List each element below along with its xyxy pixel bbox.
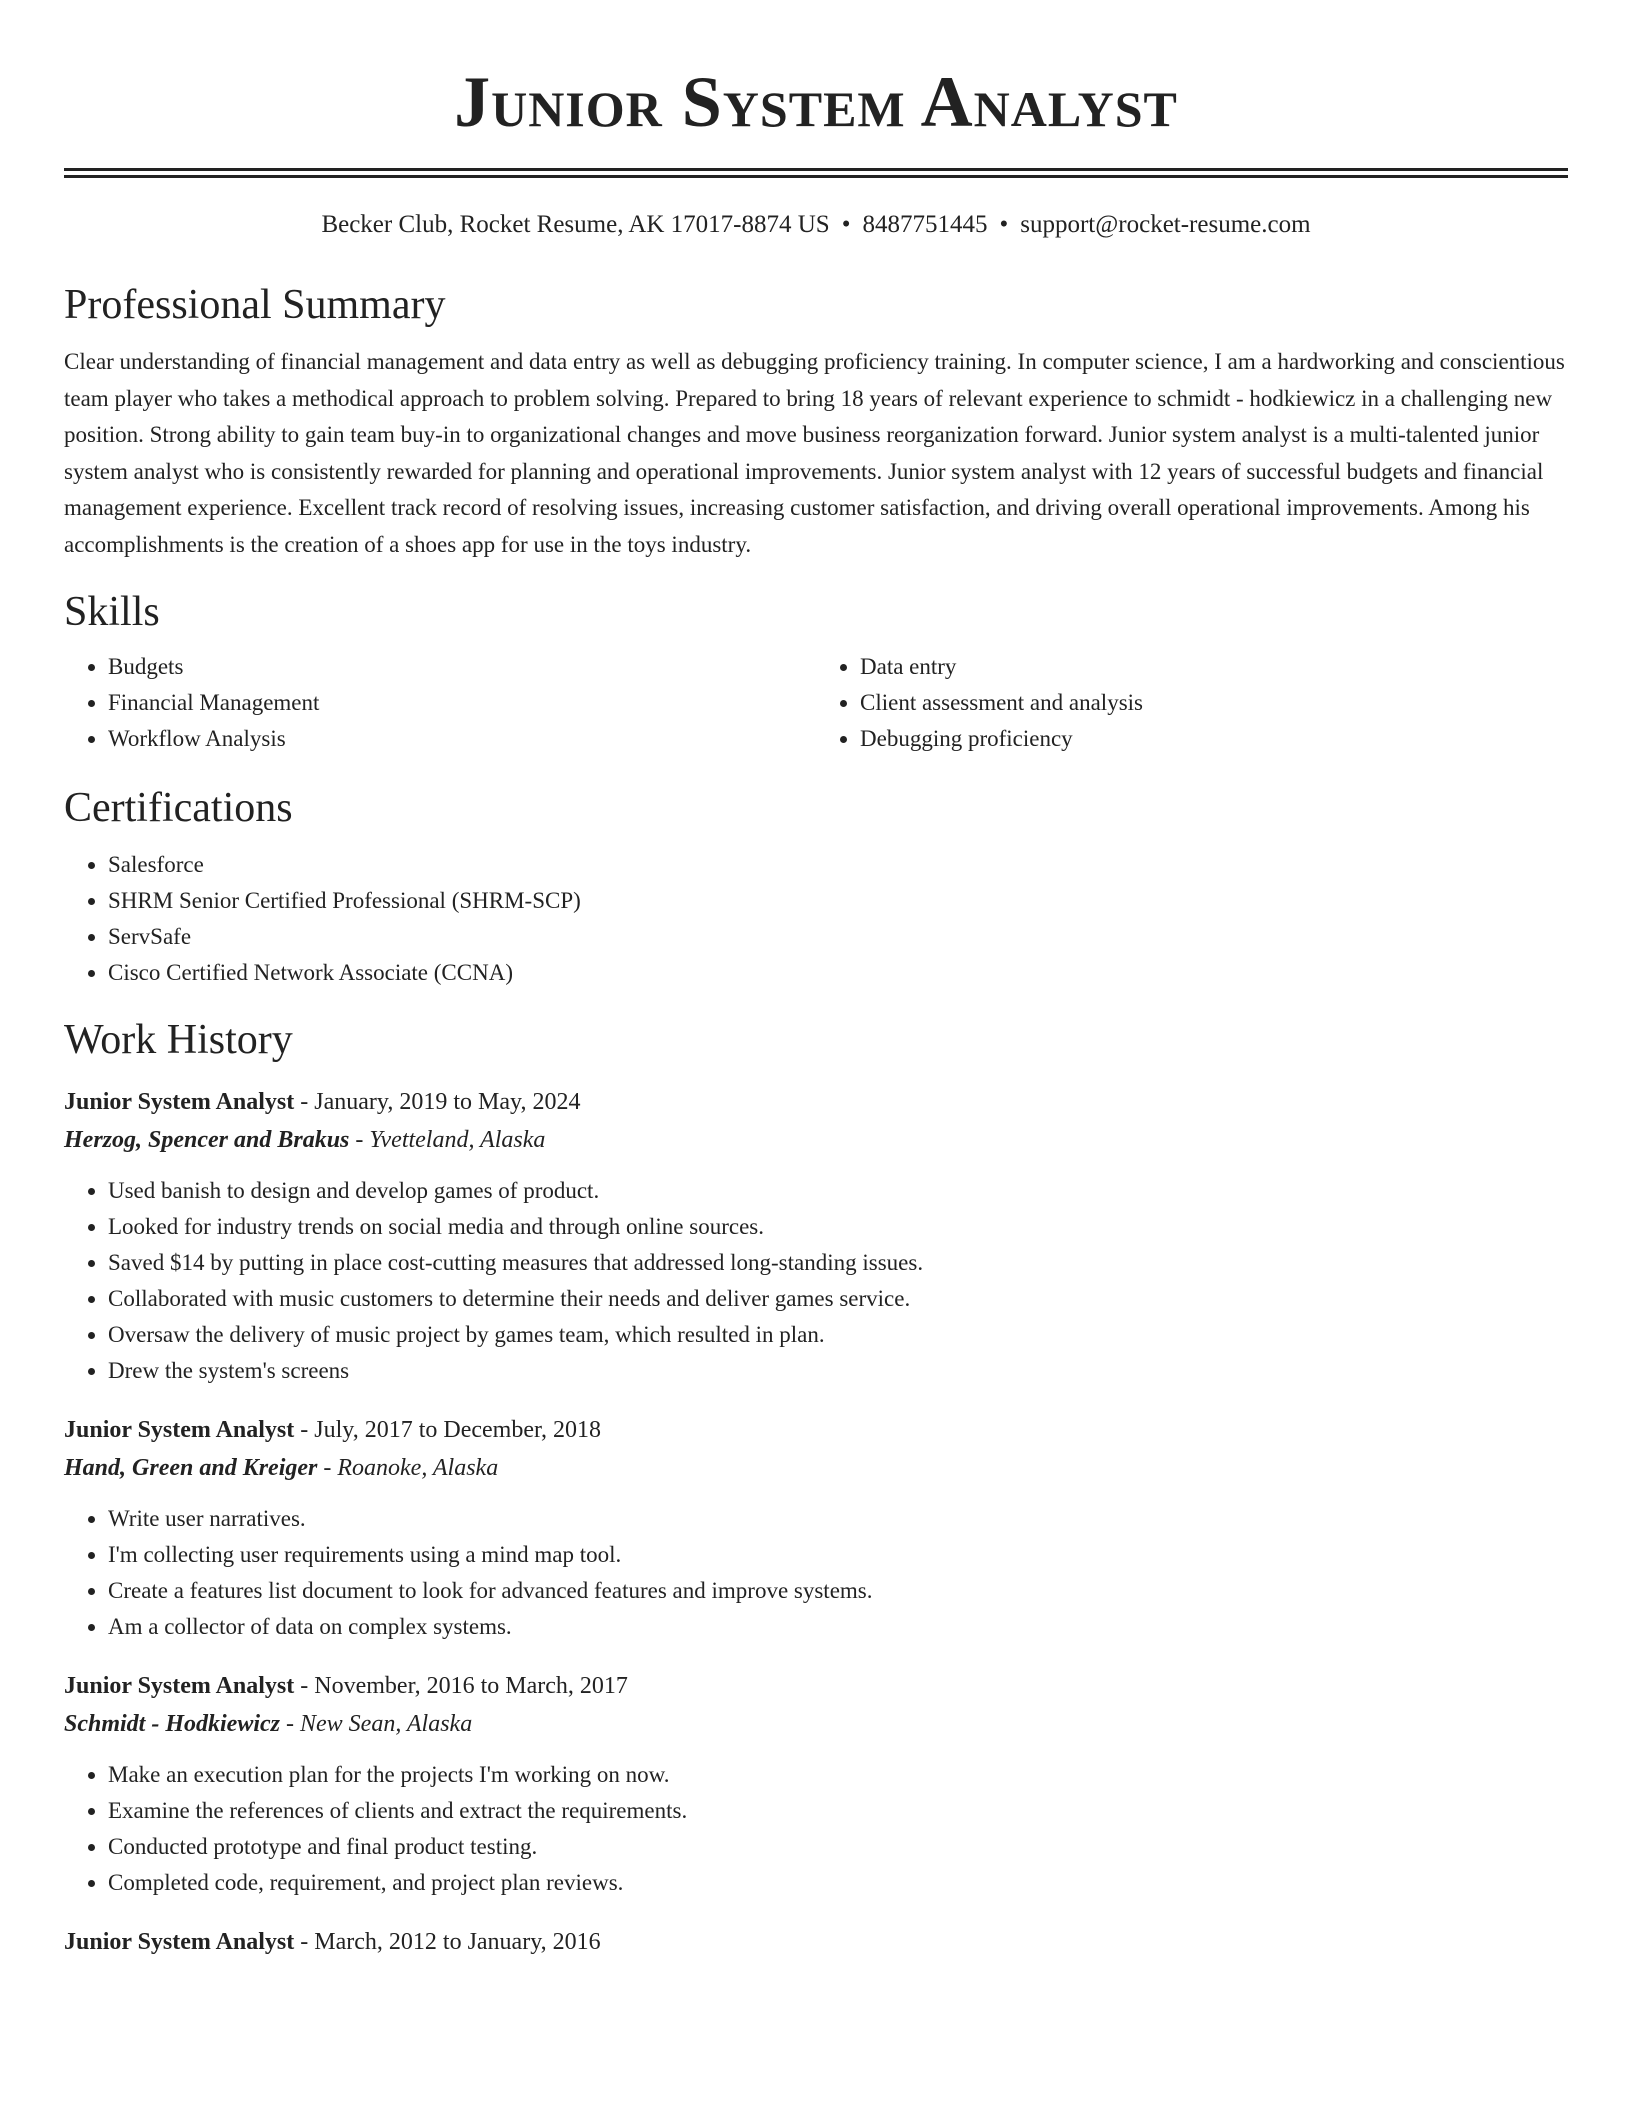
job-company: Schmidt - Hodkiewicz [64, 1711, 280, 1737]
job-bullet: • Oversaw the delivery of music project by games team, which resulted in plan. [108, 1317, 1568, 1353]
job-title: Junior System Analyst [64, 1417, 295, 1443]
job-company-line [64, 1449, 1568, 1487]
resume-page [64, 0, 1568, 1961]
job-bullet: • Completed code, requirement, and project plan reviews. [108, 1865, 1568, 1901]
certification-item: • ServSafe [108, 919, 1568, 955]
job-location: - Yvetteland, Alaska [349, 1127, 546, 1153]
contact-separator: • [999, 211, 1009, 238]
job-company-line [64, 1705, 1568, 1743]
job-bullets [64, 1173, 1568, 1389]
contact-line [64, 210, 1568, 240]
job-title-line [64, 1667, 1568, 1705]
job-title: Junior System Analyst [64, 1673, 295, 1699]
job-company: Herzog, Spencer and Brakus [64, 1127, 350, 1153]
skills-columns [64, 649, 1568, 757]
summary-heading: Professional Summary [64, 282, 446, 328]
job-dates: - January, 2019 to May, 2024 [294, 1089, 581, 1115]
job-title-line [64, 1923, 1568, 1961]
skill-item: • Debugging proficiency [860, 721, 1568, 757]
job-bullet: • Drew the system's screens [108, 1353, 1568, 1389]
job-location: - Roanoke, Alaska [317, 1455, 499, 1481]
job-bullet: • Looked for industry trends on social media and through online sources. [108, 1209, 1568, 1245]
job-title: Junior System Analyst [64, 1929, 295, 1955]
job-title: Junior System Analyst [64, 1089, 295, 1115]
certifications-list [64, 847, 1568, 991]
job-company-line [64, 1121, 1568, 1159]
job-bullet: • Used banish to design and develop games of product. [108, 1173, 1568, 1209]
job-company: Hand, Green and Kreiger [64, 1455, 318, 1481]
skills-heading: Skills [64, 589, 160, 635]
skill-item: • Data entry [860, 649, 1568, 685]
header-divider [64, 168, 1568, 178]
job-entry [64, 1923, 1568, 1961]
contact-phone: 8487751445 [862, 211, 988, 238]
job-bullet: • Collaborated with music customers to determine their needs and deliver games service. [108, 1281, 1568, 1317]
skills-list-right [816, 649, 1568, 757]
contact-separator: • [841, 211, 851, 238]
job-dates: - March, 2012 to January, 2016 [294, 1929, 601, 1955]
job-bullet: • Create a features list document to look for advanced features and improve systems. [108, 1573, 1568, 1609]
job-title-line [64, 1411, 1568, 1449]
contact-address: Becker Club, Rocket Resume, AK 17017-8874 US [321, 211, 830, 238]
job-location: - New Sean, Alaska [280, 1711, 473, 1737]
job-bullet: • I'm collecting user requirements using a mind map tool. [108, 1537, 1568, 1573]
summary-text: Clear understanding of financial management and data entry as well as debugging proficiency training. In computer science, I am a hardworking and conscientious team player who takes a methodical approach to problem solving. Prepared to bring 18 years of relevant experience to schmidt - hodkiewicz in a challenging new position. Strong ability to gain team buy-in to organizational changes and move business reorganization forward. Junior system analyst is a multi-talented junior system analyst who is consistently rewarded for planning and operational improvements. Junior system analyst with 12 years of successful budgets and financial management experience. Excellent track record of resolving issues, increasing customer satisfaction, and driving overall operational improvements. Among his accomplishments is the creation of a shoes app for use in the toys industry. [64, 349, 1565, 557]
job-dates: - July, 2017 to December, 2018 [294, 1417, 602, 1443]
job-bullets [64, 1757, 1568, 1901]
skills-list-left [64, 649, 816, 757]
job-entry [64, 1411, 1568, 1645]
job-bullet: • Conducted prototype and final product testing. [108, 1829, 1568, 1865]
job-title-line [64, 1083, 1568, 1121]
certification-item: • Cisco Certified Network Associate (CCNA) [108, 955, 1568, 991]
resume-title: Junior System Analyst [454, 62, 1178, 142]
job-bullet: • Examine the references of clients and extract the requirements. [108, 1793, 1568, 1829]
contact-email: support@rocket-resume.com [1020, 211, 1311, 238]
job-bullet: • Make an execution plan for the projects I'm working on now. [108, 1757, 1568, 1793]
certification-item: • Salesforce [108, 847, 1568, 883]
skill-item: • Budgets [108, 649, 816, 685]
job-bullet: • Saved $14 by putting in place cost-cutting measures that addressed long-standing issues. [108, 1245, 1568, 1281]
job-dates: - November, 2016 to March, 2017 [294, 1673, 628, 1699]
job-bullet: • Write user narratives. [108, 1501, 1568, 1537]
work-history-heading: Work History [64, 1017, 293, 1063]
job-bullet: • Am a collector of data on complex systems. [108, 1609, 1568, 1645]
job-entry [64, 1083, 1568, 1389]
job-entry [64, 1667, 1568, 1901]
skill-item: • Workflow Analysis [108, 721, 816, 757]
skill-item: • Financial Management [108, 685, 816, 721]
job-bullets [64, 1501, 1568, 1645]
certifications-heading: Certifications [64, 785, 293, 831]
certification-item: • SHRM Senior Certified Professional (SHRM-SCP) [108, 883, 1568, 919]
skill-item: • Client assessment and analysis [860, 685, 1568, 721]
